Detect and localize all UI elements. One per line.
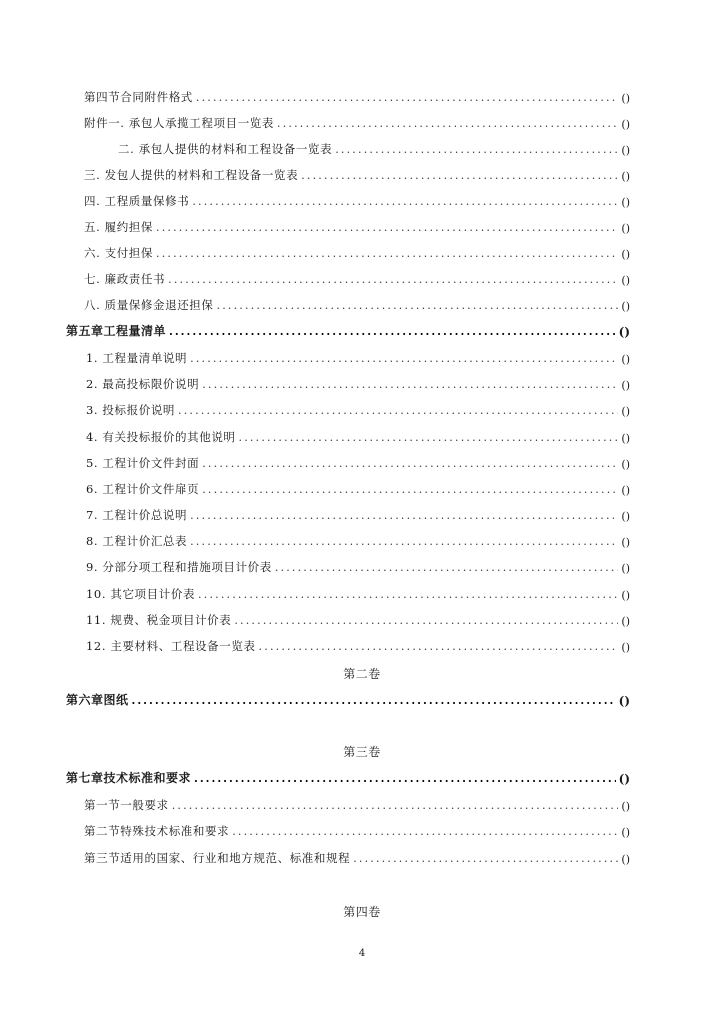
toc-label: 第二节特殊技术标准和要求 bbox=[84, 824, 230, 838]
toc-leader-dots bbox=[202, 379, 618, 392]
toc-leader-dots bbox=[202, 484, 618, 497]
toc-label: 7. 工程计价总说明 bbox=[86, 508, 188, 522]
toc-label: 八. 质量保修金退还担保 bbox=[84, 298, 214, 312]
toc-leader-dots bbox=[132, 695, 616, 708]
toc-leader-dots bbox=[156, 222, 618, 235]
toc-leader-dots bbox=[234, 615, 618, 628]
toc-page-ref: () bbox=[618, 694, 630, 708]
toc-leader-dots bbox=[217, 300, 619, 313]
toc-label: 三. 发包人提供的材料和工程设备一览表 bbox=[84, 168, 299, 182]
toc-entry-attachment-2[interactable] bbox=[118, 139, 630, 157]
toc-label: 七. 廉政责任书 bbox=[84, 272, 166, 286]
toc-label: 第四节合同附件格式 bbox=[84, 90, 193, 104]
volume-heading-3: 第三卷 bbox=[343, 745, 381, 759]
toc-page-ref: () bbox=[621, 196, 630, 209]
toc-label: 12. 主要材料、工程设备一览表 bbox=[86, 639, 256, 653]
toc-page-ref: () bbox=[621, 484, 630, 497]
toc-label: 5. 工程计价文件封面 bbox=[86, 456, 200, 470]
toc-leader-dots bbox=[239, 432, 619, 445]
toc-page-ref: () bbox=[621, 589, 630, 602]
toc-page-ref: () bbox=[621, 458, 630, 471]
toc-entry[interactable] bbox=[84, 848, 630, 866]
toc-entry[interactable] bbox=[86, 505, 630, 523]
toc-chapter-label: 第七章技术标准和要求 bbox=[66, 771, 192, 785]
toc-leader-dots bbox=[259, 641, 619, 654]
toc-page-ref: () bbox=[621, 536, 630, 549]
toc-leader-dots bbox=[202, 458, 618, 471]
toc-entry[interactable] bbox=[86, 479, 630, 497]
toc-entry[interactable] bbox=[84, 795, 630, 813]
toc-chapter-5[interactable] bbox=[66, 321, 630, 339]
toc-entry[interactable] bbox=[86, 400, 630, 418]
toc-entry-attachment-5[interactable] bbox=[84, 217, 630, 235]
toc-page-ref: () bbox=[621, 170, 630, 183]
toc-leader-dots bbox=[194, 773, 616, 786]
toc-page-ref: () bbox=[621, 248, 630, 261]
toc-entry[interactable] bbox=[86, 348, 630, 366]
toc-entry-attachment-7[interactable] bbox=[84, 269, 630, 287]
toc-page-ref: () bbox=[621, 405, 630, 418]
toc-page-ref: () bbox=[621, 274, 630, 287]
toc-leader-dots bbox=[196, 92, 619, 105]
toc-chapter-6[interactable] bbox=[66, 690, 630, 708]
toc-leader-dots bbox=[172, 800, 619, 813]
toc-page-ref: () bbox=[621, 118, 630, 131]
toc-label: 第一节一般要求 bbox=[84, 798, 169, 812]
toc-page-ref: () bbox=[621, 144, 630, 157]
toc-leader-dots bbox=[192, 196, 618, 209]
toc-entry-section4[interactable] bbox=[84, 87, 630, 105]
toc-label: 第三节适用的国家、行业和地方规范、标准和规程 bbox=[84, 851, 351, 865]
toc-entry[interactable] bbox=[86, 584, 630, 602]
toc-label: 2. 最高投标限价说明 bbox=[86, 377, 200, 391]
toc-page-ref: () bbox=[621, 826, 630, 839]
toc-entry[interactable] bbox=[84, 821, 630, 839]
volume-heading-2: 第二卷 bbox=[343, 667, 381, 681]
toc-leader-dots bbox=[169, 326, 616, 339]
toc-leader-dots bbox=[198, 589, 618, 602]
toc-page-ref: () bbox=[621, 432, 630, 445]
toc-leader-dots bbox=[275, 562, 619, 575]
toc-entry[interactable] bbox=[86, 453, 630, 471]
toc-page-ref: () bbox=[621, 379, 630, 392]
toc-page-ref: () bbox=[621, 615, 630, 628]
toc-label: 9. 分部分项工程和措施项目计价表 bbox=[86, 560, 272, 574]
toc-chapter-label: 第六章图纸 bbox=[66, 693, 129, 707]
toc-leader-dots bbox=[277, 118, 618, 131]
toc-page-ref: () bbox=[621, 222, 630, 235]
toc-page-ref: () bbox=[621, 92, 630, 105]
toc-label: 六. 支付担保 bbox=[84, 246, 154, 260]
toc-entry-attachment-4[interactable] bbox=[84, 191, 630, 209]
toc-leader-dots bbox=[190, 510, 618, 523]
page-number: 4 bbox=[358, 948, 366, 959]
toc-leader-dots bbox=[178, 405, 618, 418]
toc-entry[interactable] bbox=[86, 636, 630, 654]
toc-entry-attachment-8[interactable] bbox=[84, 295, 630, 313]
toc-leader-dots bbox=[190, 536, 618, 549]
toc-entry[interactable] bbox=[86, 557, 630, 575]
toc-label: 五. 履约担保 bbox=[84, 220, 154, 234]
toc-label: 1. 工程量清单说明 bbox=[86, 351, 188, 365]
toc-page-ref: () bbox=[621, 510, 630, 523]
toc-page-ref: () bbox=[618, 772, 630, 786]
toc-label: 4. 有关投标报价的其他说明 bbox=[86, 430, 236, 444]
toc-entry[interactable] bbox=[86, 374, 630, 392]
toc-leader-dots bbox=[168, 274, 618, 287]
toc-page-ref: () bbox=[621, 853, 630, 866]
toc-leader-dots bbox=[232, 826, 618, 839]
toc-label: 3. 投标报价说明 bbox=[86, 403, 176, 417]
toc-page-ref: () bbox=[621, 353, 630, 366]
toc-entry[interactable] bbox=[86, 531, 630, 549]
toc-page-ref: () bbox=[621, 641, 630, 654]
volume-heading-4: 第四卷 bbox=[343, 905, 381, 919]
toc-chapter-7[interactable] bbox=[66, 768, 630, 786]
toc-page-ref: () bbox=[618, 325, 630, 339]
toc-label: 6. 工程计价文件扉页 bbox=[86, 482, 200, 496]
toc-page-ref: () bbox=[621, 800, 630, 813]
toc-entry-attachment-3[interactable] bbox=[84, 165, 630, 183]
toc-leader-dots bbox=[156, 248, 618, 261]
toc-chapter-label: 第五章工程量清单 bbox=[66, 324, 167, 338]
toc-label: 11. 规费、税金项目计价表 bbox=[86, 613, 232, 627]
toc-page-ref: () bbox=[621, 562, 630, 575]
toc-label: 附件一. 承包人承揽工程项目一览表 bbox=[84, 116, 275, 130]
toc-leader-dots bbox=[353, 853, 618, 866]
toc-leader-dots bbox=[301, 170, 618, 183]
toc-entry-attachment-1[interactable] bbox=[84, 113, 630, 131]
toc-label: 8. 工程计价汇总表 bbox=[86, 534, 188, 548]
toc-entry[interactable] bbox=[86, 427, 630, 445]
toc-label: 四. 工程质量保修书 bbox=[84, 194, 190, 208]
toc-label: 二. 承包人提供的材料和工程设备一览表 bbox=[118, 142, 333, 156]
toc-entry[interactable] bbox=[86, 610, 630, 628]
toc-label: 10. 其它项目计价表 bbox=[86, 587, 196, 601]
toc-leader-dots bbox=[190, 353, 618, 366]
toc-entry-attachment-6[interactable] bbox=[84, 243, 630, 261]
toc-page-ref: () bbox=[621, 300, 630, 313]
toc-leader-dots bbox=[335, 144, 618, 157]
